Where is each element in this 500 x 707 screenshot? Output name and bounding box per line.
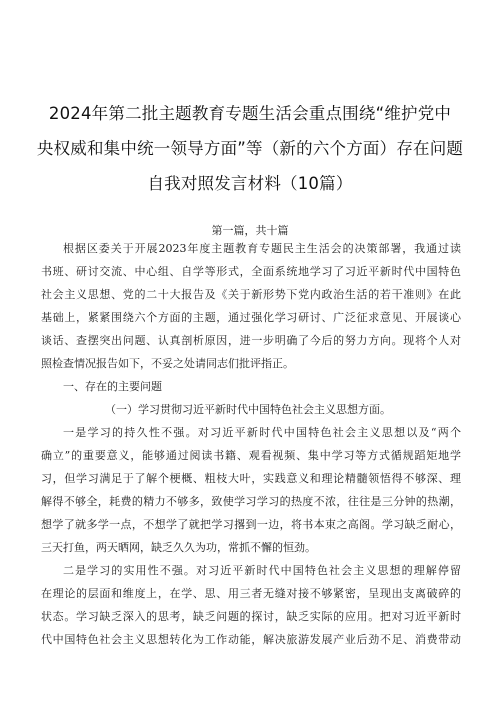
paragraph-line: 状态。学习缺乏深入的思考，缺乏问题的探讨，缺乏实际的应用。把对习近平新时	[41, 610, 461, 623]
paragraph-line: 社会主义思想、党的二十大报告及《关于新形势下党内政治生活的若干准则》在此	[41, 288, 461, 301]
paragraph-line: 一是学习的持久性不强。对习近平新时代中国特色社会主义思想以及“两个	[63, 426, 461, 439]
paragraph-line: 习，但学习满足于了解个梗概、粗枝大叶，实践意义和理论精髓领悟得不够深、理	[41, 472, 461, 485]
paragraph-line: 基础上，紧紧围绕六个方面的主题，通过强化学习研讨、广泛征求意见、开展谈心	[41, 311, 461, 324]
paragraph-line: 想学了就多学一点，不想学了就把学习撂到一边，将书本束之高阁。学习缺乏耐心，	[41, 518, 461, 531]
paragraph-line: 三天打鱼，两天晒网，缺乏久久为功，常抓不懈的恒劲。	[41, 541, 316, 554]
document-title-line-3: 自我对照发言材料（10篇）	[147, 174, 353, 193]
part-subheading: 第一篇，共十篇	[211, 224, 289, 237]
paragraph-line: 解得不够全，耗费的精力不够多，致使学习学习的热度不浓，往往是三分钟的热潮，	[41, 495, 461, 508]
subsection-heading: （一）学习贯彻习近平新时代中国特色社会主义思想方面。	[105, 403, 391, 416]
paragraph-line: 二是学习的实用性不强。对习近平新时代中国特色社会主义思想的理解停留	[63, 564, 461, 577]
paragraph-line: 代中国特色社会主义思想转化为工作动能，解决旅游发展产业后劲不足、消费带动	[41, 633, 461, 646]
paragraph-line: 照检查情况报告如下，不妥之处请同志们批评指正。	[41, 357, 294, 370]
paragraph-line: 谈话、查摆突出问题、认真剖析原因，进一步明确了今后的努力方向。现将个人对	[41, 334, 461, 347]
paragraph-line: 确立”的重要意义，能够通过阅读书籍、观看视频、集中学习等方式循规蹈矩地学	[41, 449, 461, 462]
document-title-line-1: 2024年第二批主题教育专题生活会重点围绕“维护党中	[48, 104, 452, 123]
paragraph-line: 在理论的层面和维度上，在学、思、用三者无缝对接不够紧密，呈现出支离破碎的	[41, 587, 461, 600]
paragraph-line: 书班、研讨交流、中心组、自学等形式，全面系统地学习了习近平新时代中国特色	[41, 265, 461, 278]
paragraph-line: 根据区委关于开展2023年度主题教育专题民主生活会的决策部署，我通过读	[63, 242, 461, 255]
section-heading: 一、存在的主要问题	[63, 380, 162, 393]
document-title-line-2: 央权威和集中统一领导方面”等（新的六个方面）存在问题	[36, 139, 464, 158]
